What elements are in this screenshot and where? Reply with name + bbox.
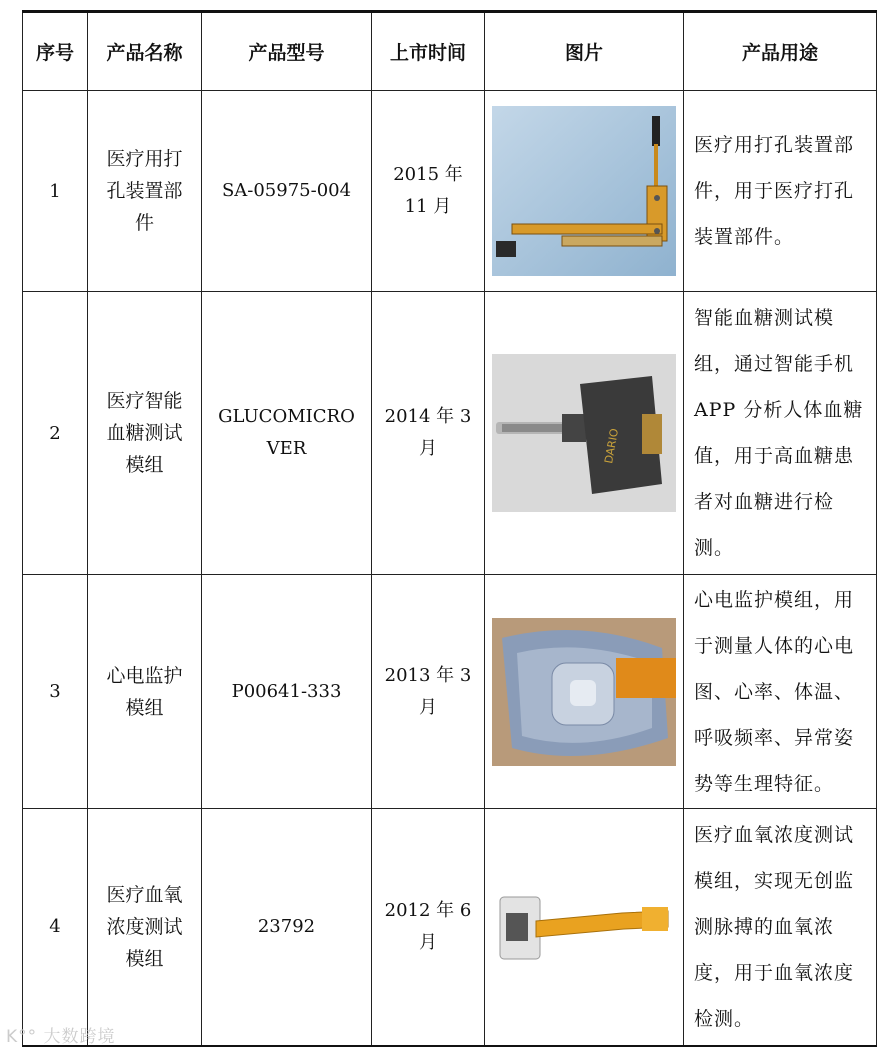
launch-date: 2013 年 3 月 (372, 575, 485, 809)
table-row (23, 809, 877, 1046)
product-name: 心电监护模组 (88, 575, 202, 809)
header-use: 产品用途 (684, 12, 877, 91)
row-number: 1 (23, 91, 88, 292)
header-image: 图片 (485, 12, 684, 91)
row-number: 2 (23, 292, 88, 575)
row-number: 4 (23, 809, 88, 1046)
glucose-dongle-image (492, 354, 676, 512)
table-row (23, 91, 877, 292)
oximeter-module-image (492, 877, 676, 977)
image-cell (485, 575, 684, 809)
header-no: 序号 (23, 12, 88, 91)
product-use: 医疗用打孔装置部件，用于医疗打孔装置部件。 (684, 91, 877, 292)
product-name: 医疗血氧浓度测试模组 (88, 809, 202, 1046)
flex-circuit-image (492, 106, 676, 276)
launch-date: 2014 年 3 月 (372, 292, 485, 575)
image-cell (485, 91, 684, 292)
product-table (22, 10, 877, 1047)
header-model: 产品型号 (202, 12, 372, 91)
header-name: 产品名称 (88, 12, 202, 91)
row-number: 3 (23, 575, 88, 809)
header-date: 上市时间 (372, 12, 485, 91)
image-cell (485, 809, 684, 1046)
product-model: P00641-333 (202, 575, 372, 809)
product-name: 医疗智能血糖测试模组 (88, 292, 202, 575)
product-model: SA-05975-004 (202, 91, 372, 292)
product-model: 23792 (202, 809, 372, 1046)
product-name: 医疗用打孔装置部件 (88, 91, 202, 292)
launch-date: 2015 年 11 月 (372, 91, 485, 292)
image-cell (485, 292, 684, 575)
watermark-logo: K°° 大数跨境 (6, 1027, 116, 1047)
product-use: 智能血糖测试模组，通过智能手机APP 分析人体血糖值，用于高血糖患者对血糖进行检测。 (684, 292, 877, 575)
dario-logo-text: DARIO (602, 427, 622, 465)
launch-date: 2012 年 6 月 (372, 809, 485, 1046)
product-use: 医疗血氧浓度测试模组，实现无创监测脉搏的血氧浓度，用于血氧浓度检测。 (684, 809, 877, 1046)
header-row (23, 12, 877, 91)
ecg-patch-image (492, 618, 676, 766)
product-model: GLUCOMICROVER (202, 292, 372, 575)
table-row (23, 575, 877, 809)
table-row (23, 292, 877, 575)
product-use: 心电监护模组，用于测量人体的心电图、心率、体温、呼吸频率、异常姿势等生理特征。 (684, 575, 877, 809)
